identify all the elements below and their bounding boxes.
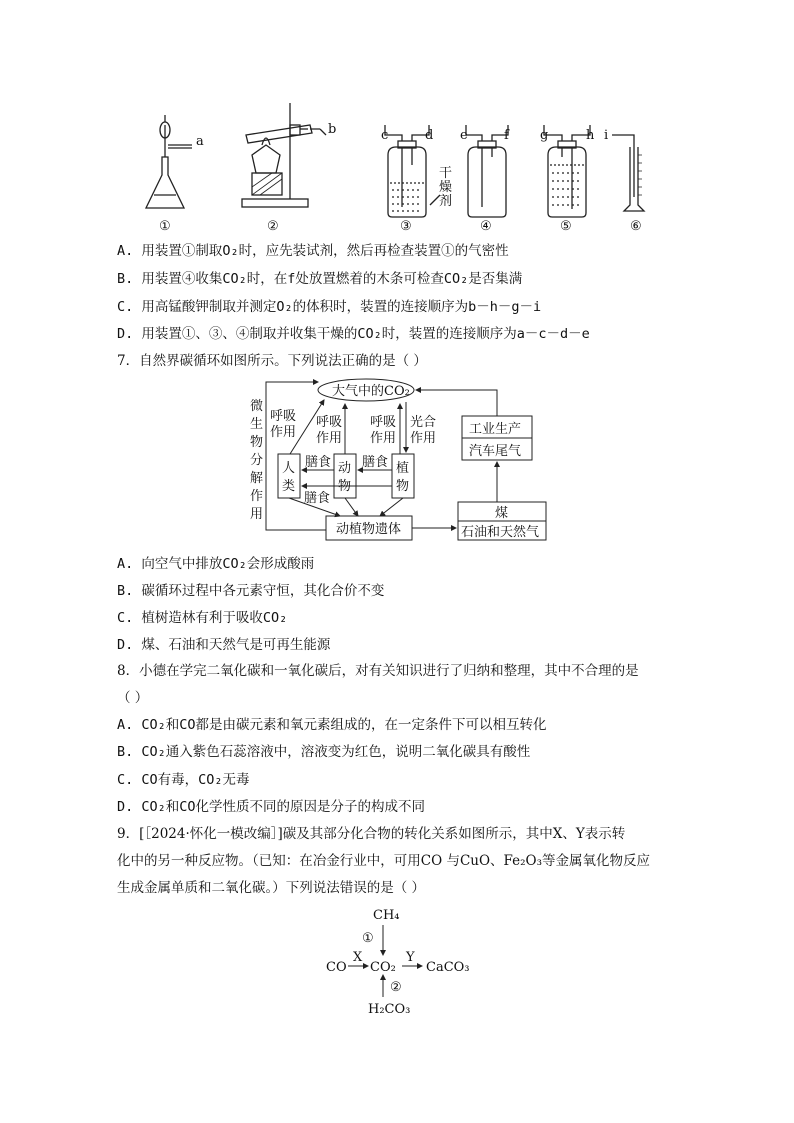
decomposer-6: 作 — [250, 489, 264, 504]
plant-1: 植 — [396, 461, 410, 476]
q7-option-d: D. 煤、石油和天然气是可再生能源 — [117, 637, 331, 653]
decomposer-7: 用 — [250, 507, 264, 522]
co2-label: CO₂ — [370, 960, 396, 975]
eat-2: 膳食 — [362, 455, 389, 470]
q6-option-b: B. 用装置④收集CO₂时，在f处放置燃着的木条可检查CO₂是否集满 — [117, 271, 523, 287]
apparatus-label-5: ⑤ — [560, 219, 572, 234]
animal-1: 动 — [338, 461, 352, 476]
desiccant-label-2: 燥 — [439, 180, 453, 195]
carbon-conversion-diagram — [320, 905, 480, 1020]
q9-stem-line1: 9．[［2024·怀化一模改编］]碳及其部分化合物的转化关系如图所示，其中X、Y表示转 — [117, 826, 626, 842]
ch4-label: CH₄ — [373, 908, 400, 923]
q7-stem: 7．自然界碳循环如图所示。下列说法正确的是（ ） — [117, 353, 427, 369]
port-a: a — [196, 134, 204, 149]
apparatus-label-3: ③ — [400, 219, 412, 234]
port-h: h — [586, 128, 595, 143]
oilgas-label: 石油和天然气 — [461, 525, 540, 540]
q6-option-c: C. 用高锰酸钾制取并测定O₂的体积时，装置的连接顺序为b－h－g－i — [117, 299, 542, 315]
decomposer-4: 分 — [250, 453, 264, 468]
photo-a: 光合 — [410, 415, 437, 430]
q7-option-a: A. 向空气中排放CO₂会形成酸雨 — [117, 556, 315, 572]
q8-option-d: D. CO₂和CO化学性质不同的原因是分子的构成不同 — [117, 799, 426, 815]
port-e: e — [460, 128, 468, 143]
human-2: 类 — [282, 479, 296, 494]
apparatus-figure — [140, 95, 670, 235]
coal-label: 煤 — [495, 506, 509, 521]
desiccant-label-1: 干 — [439, 166, 453, 181]
q6-option-a: A. 用装置①制取O₂时，应先装试剂，然后再检查装置①的气密性 — [117, 243, 509, 259]
decomposer-2: 生 — [250, 417, 264, 432]
resp3-b: 作用 — [370, 431, 397, 446]
decomposer-1: 微 — [250, 399, 264, 414]
port-d: d — [425, 128, 434, 143]
resp2-b: 作用 — [316, 431, 343, 446]
eat-3: 膳食 — [304, 491, 331, 506]
port-f: f — [504, 128, 509, 143]
step-2: ② — [390, 980, 402, 995]
q8-option-c: C. CO有毒，CO₂无毒 — [117, 772, 250, 788]
apparatus-label-2: ② — [267, 219, 279, 234]
q9-stem-line2: 化中的另一种反应物。（已知：在冶金行业中，可用CO 与CuO、Fe₂O₃等金属氧化物反应 — [117, 853, 651, 869]
step-1: ① — [362, 931, 374, 946]
q7-option-c: C. 植树造林有利于吸收CO₂ — [117, 610, 288, 626]
co-label: CO — [326, 960, 347, 975]
port-b: b — [328, 122, 337, 137]
human-1: 人 — [282, 461, 296, 476]
photo-b: 作用 — [410, 431, 437, 446]
decomposer-5: 解 — [250, 471, 264, 486]
resp3-a: 呼吸 — [370, 415, 397, 430]
caco3-label: CaCO₃ — [426, 960, 470, 975]
apparatus-label-6: ⑥ — [630, 219, 642, 234]
port-c: c — [381, 128, 389, 143]
car-label: 汽车尾气 — [469, 444, 522, 459]
resp2-a: 呼吸 — [316, 415, 343, 430]
q8-stem-line2: （ ） — [117, 690, 149, 706]
apparatus-label-1: ① — [159, 219, 171, 234]
h2co3-label: H₂CO₃ — [368, 1002, 411, 1017]
q9-stem-line3: 生成金属单质和二氧化碳。）下列说法错误的是（ ） — [117, 880, 426, 896]
industry-label: 工业生产 — [469, 422, 522, 437]
y-label: Y — [406, 950, 415, 965]
resp1-b: 作用 — [270, 425, 297, 440]
q8-option-b: B. CO₂通入紫色石蕊溶液中，溶液变为红色，说明二氧化碳具有酸性 — [117, 744, 531, 760]
q8-stem-line1: 8．小德在学完二氧化碳和一氧化碳后，对有关知识进行了归纳和整理，其中不合理的是 — [117, 663, 639, 679]
resp1-a: 呼吸 — [270, 409, 297, 424]
apparatus-label-4: ④ — [480, 219, 492, 234]
atmosphere-label: 大气中的CO₂ — [332, 384, 410, 399]
plant-2: 物 — [396, 479, 410, 494]
remains-label: 动植物遗体 — [336, 522, 402, 537]
eat-1: 膳食 — [305, 455, 332, 470]
port-i: i — [604, 128, 609, 143]
decomposer-3: 物 — [250, 435, 264, 450]
x-label: X — [353, 950, 363, 965]
carbon-cycle-diagram — [240, 374, 560, 544]
animal-2: 物 — [338, 479, 352, 494]
q7-option-b: B. 碳循环过程中各元素守恒，其化合价不变 — [117, 583, 385, 599]
port-g: g — [540, 128, 549, 143]
desiccant-label-3: 剂 — [439, 194, 453, 209]
q8-option-a: A. CO₂和CO都是由碳元素和氧元素组成的，在一定条件下可以相互转化 — [117, 717, 547, 733]
q6-option-d: D. 用装置①、③、④制取并收集干燥的CO₂时，装置的连接顺序为a－c－d－e — [117, 326, 590, 342]
